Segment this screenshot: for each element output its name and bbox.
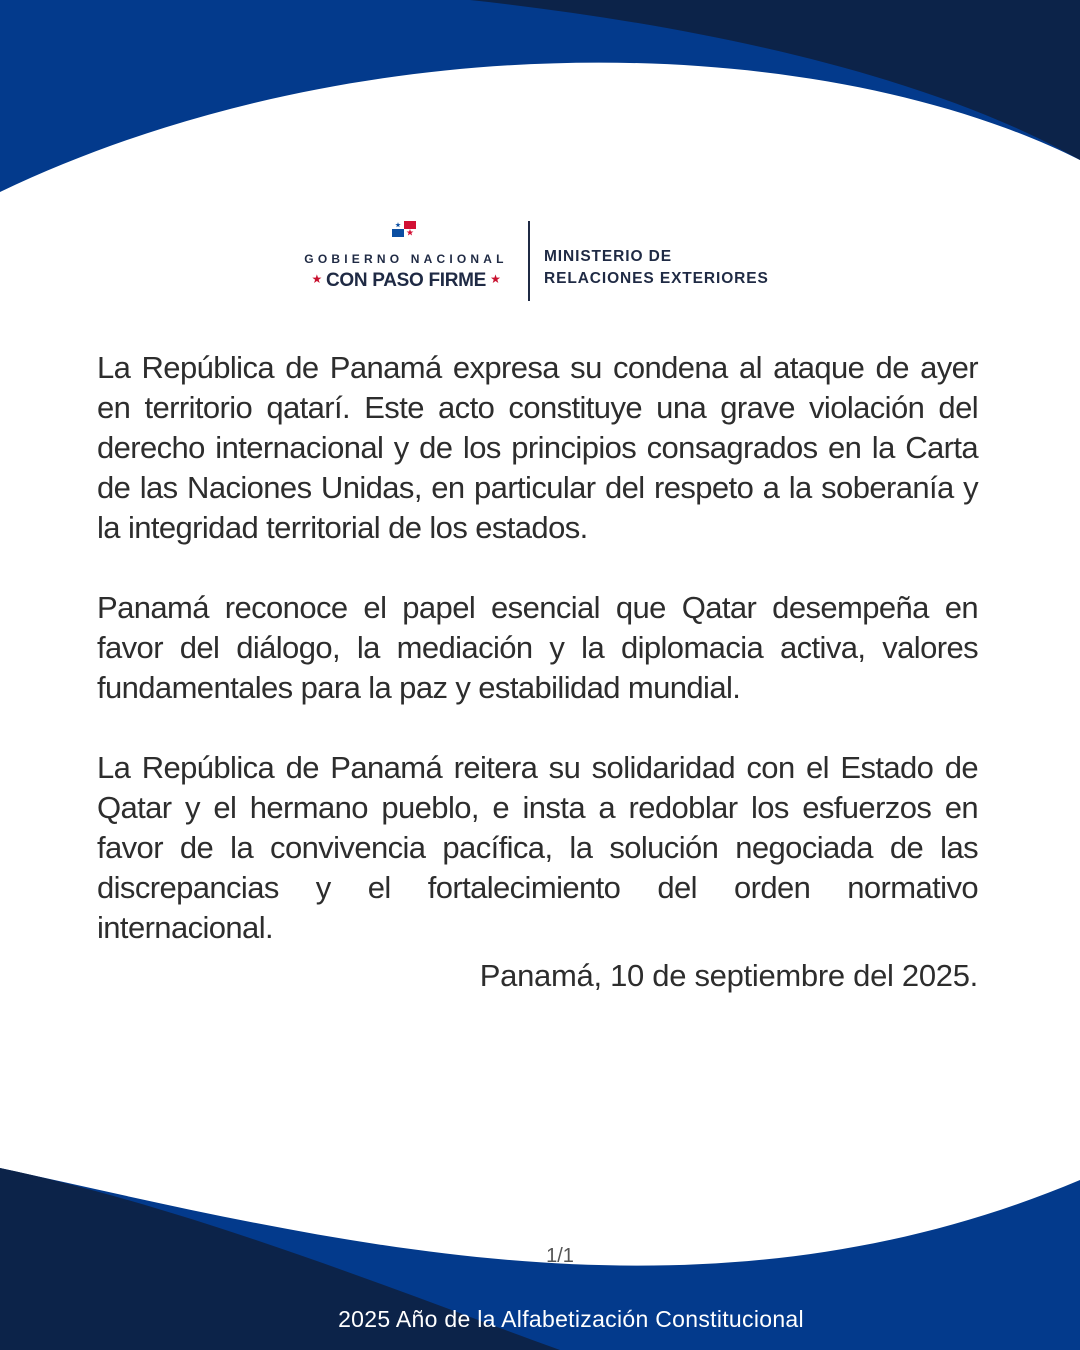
- star-icon: ★: [311, 272, 322, 286]
- footer-text: 2025 Año de la Alfabetización Constitucional: [338, 1306, 804, 1332]
- paragraph-3: La República de Panamá reitera su solidaridad con el Estado de Qatar y el hermano pueblo, e insta a redoblar los esfuerzos en favor de la convivencia pacífica, la solución negociada de las discrepancias y el fortalecimiento del orden normativo internacional.: [97, 750, 978, 945]
- paragraph-2: Panamá reconoce el papel esencial que Qatar desempeña en favor del diálogo, la mediación y la diplomacia activa, valores fundamentales para la paz y estabilidad mundial.: [97, 590, 978, 705]
- logo-divider: [528, 221, 530, 301]
- gov-bottom-line: [296, 270, 516, 292]
- header-logos: [0, 215, 1080, 305]
- gov-top-text: GOBIERNO NACIONAL: [304, 252, 508, 266]
- paragraph-1: La República de Panamá expresa su condena al ataque de ayer en territorio qatarí. Este acto constituye una grave violación del derecho internacional y de los principios consagrados en la Carta de las Naciones Unidas, en particular del respeto a la soberanía y la integridad territorial de los estados.: [97, 350, 978, 545]
- date-line: Panamá, 10 de septiembre del 2025.: [479, 958, 978, 993]
- panama-flag-icon: [392, 221, 416, 237]
- ministry-logo: [544, 246, 769, 290]
- page-number: 1/1: [546, 1245, 574, 1267]
- statement-body: [97, 348, 978, 996]
- ministry-line-2: RELACIONES EXTERIORES: [544, 270, 769, 287]
- ministry-line-1: MINISTERIO DE: [544, 248, 672, 265]
- gov-bottom-text: CON PASO FIRME: [325, 270, 487, 291]
- star-icon: ★: [490, 272, 501, 286]
